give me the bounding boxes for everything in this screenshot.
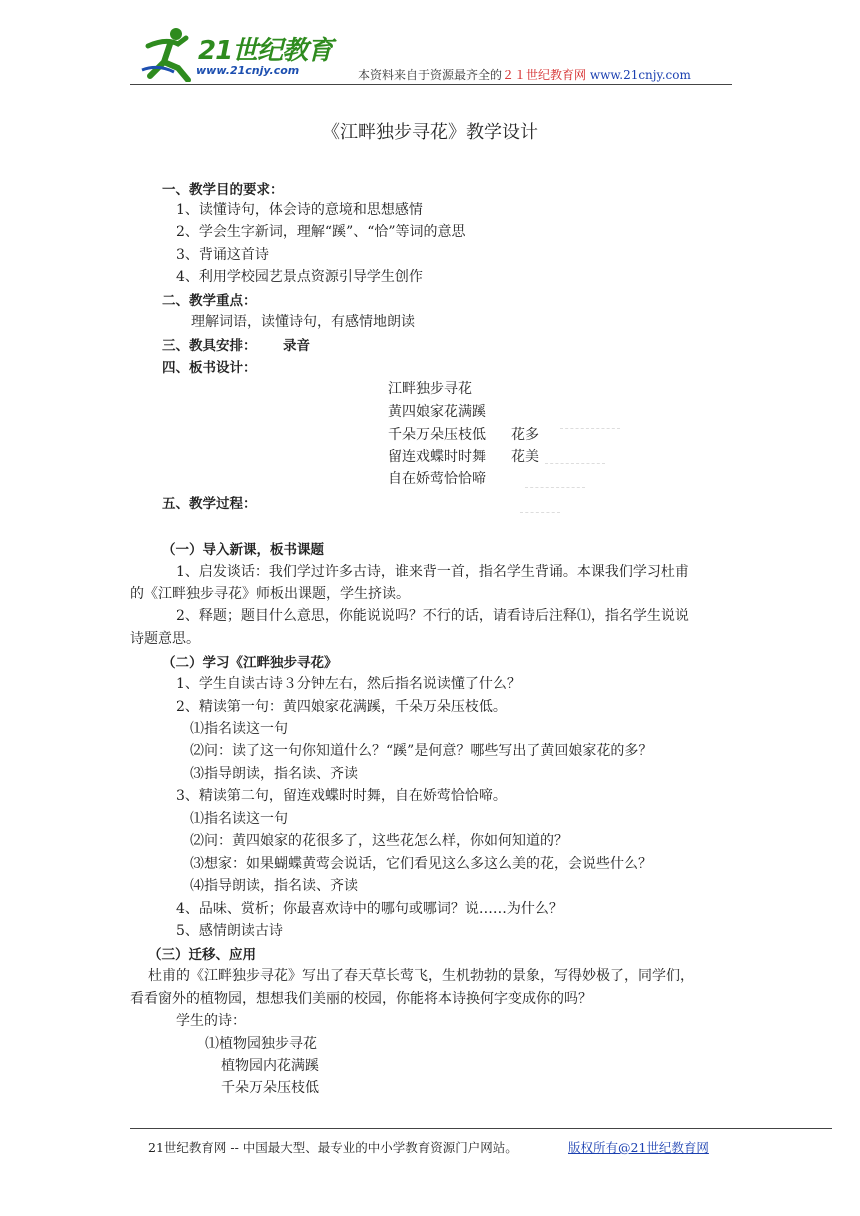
logo-url: www.21cnjy.com [196, 64, 300, 77]
board-line: 江畔独步寻花 [388, 381, 472, 397]
board-line: 黄四娘家花满蹊 [388, 404, 486, 420]
section-heading: 三、教具安排： [162, 338, 257, 354]
section-heading: 四、板书设计： [162, 360, 257, 376]
body-line: 学生的诗： [176, 1013, 246, 1029]
body-line: 4、利用学校园艺景点资源引导学生创作 [176, 269, 423, 285]
board-line: 自在娇莺恰恰啼 [388, 471, 486, 487]
body-line: ⑵问：读了这一句你知道什么？“蹊”是何意？哪些写出了黄回娘家花的多？ [190, 743, 653, 759]
footer-text: 21世纪教育网 -- 中国最大型、最专业的中小学教育资源门户网站。 [148, 1140, 518, 1155]
body-line: 2、精读第一句：黄四娘家花满蹊，千朵万朵压枝低。 [176, 699, 507, 715]
footer-copyright-link[interactable]: 版权所有@21世纪教育网 [568, 1140, 709, 1155]
body-line: 5、感情朗读古诗 [176, 923, 283, 939]
body-line: 杜甫的《江畔独步寻花》写出了春天草长莺飞，生机勃勃的景象，写得妙极了，同学们， [148, 968, 694, 984]
body-line: 1、学生自读古诗３分钟左右，然后指名说读懂了什么？ [176, 676, 521, 692]
body-line: 4、品味、赏析；你最喜欢诗中的哪句或哪词？说……为什么？ [176, 901, 563, 917]
body-line: ⑴指名读这一句 [190, 721, 288, 737]
runner-logo-icon [138, 24, 198, 82]
document-title: 《江畔独步寻花》教学设计 [322, 122, 538, 143]
section-heading: 五、教学过程： [162, 496, 257, 512]
poem-line: 植物园内花满蹊 [221, 1058, 319, 1074]
board-line: 留连戏蝶时时舞 [388, 449, 486, 465]
body-line: ⑶想家：如果蝴蝶黄莺会说话，它们看见这么多这么美的花，会说些什么？ [190, 856, 652, 872]
board-line: 千朵万朵压枝低 [388, 427, 486, 443]
body-line: ⑶指导朗读，指名读、齐读 [190, 766, 358, 782]
board-decoration [545, 463, 605, 464]
footer-divider [130, 1128, 832, 1129]
poem-line: ⑴植物园独步寻花 [205, 1036, 317, 1052]
header-note-site[interactable]: ２１世纪教育网 [502, 68, 587, 82]
subsection-heading: （一）导入新课，板书课题 [162, 542, 324, 558]
board-decoration [560, 428, 620, 429]
logo-title: 21世纪教育 [198, 36, 333, 66]
body-line: 1、启发谈话：我们学过许多古诗，谁来背一首，指名学生背诵。本课我们学习杜甫 [176, 564, 689, 580]
section-heading: 二、教学重点： [162, 293, 257, 309]
subsection-heading: （二）学习《江畔独步寻花》 [162, 655, 338, 671]
body-line: 2、学会生字新词，理解“蹊”、“恰”等词的意思 [176, 224, 466, 240]
header-note-prefix: 本资料来自于资源最齐全的 [358, 68, 503, 82]
body-line: 的《江畔独步寻花》师板出课题，学生挤读。 [130, 586, 410, 602]
board-decoration [520, 512, 560, 513]
poem-line: 千朵万朵压枝低 [221, 1080, 319, 1096]
body-line: ⑴指名读这一句 [190, 811, 288, 827]
header-note-url[interactable]: www.21cnjy.com [589, 68, 691, 82]
body-line: 3、背诵这首诗 [176, 247, 269, 263]
section-heading: 一、教学目的要求： [162, 182, 284, 198]
board-decoration [525, 487, 585, 488]
header-note [358, 66, 691, 83]
body-line: 2、释题；题目什么意思，你能说说吗？不行的话，请看诗后注释⑴，指名学生说说 [176, 608, 689, 624]
board-note: 花美 [511, 449, 539, 465]
body-line: 理解词语，读懂诗句，有感情地朗读 [191, 314, 415, 330]
subsection-heading: （三）迁移、应用 [148, 947, 256, 963]
header-divider [130, 84, 732, 85]
site-logo[interactable] [138, 24, 338, 82]
body-line: ⑷指导朗读，指名读、齐读 [190, 878, 358, 894]
body-line: 诗题意思。 [130, 631, 200, 647]
section-heading-value: 录音 [283, 338, 310, 354]
body-line: 看看窗外的植物园，想想我们美丽的校园，你能将本诗换何字变成你的吗？ [130, 991, 592, 1007]
body-line: 1、读懂诗句，体会诗的意境和思想感情 [176, 202, 423, 218]
board-note: 花多 [511, 427, 539, 443]
body-line: 3、精读第二句，留连戏蝶时时舞，自在娇莺恰恰啼。 [176, 788, 507, 804]
body-line: ⑵问：黄四娘家的花很多了，这些花怎么样，你如何知道的？ [190, 833, 568, 849]
